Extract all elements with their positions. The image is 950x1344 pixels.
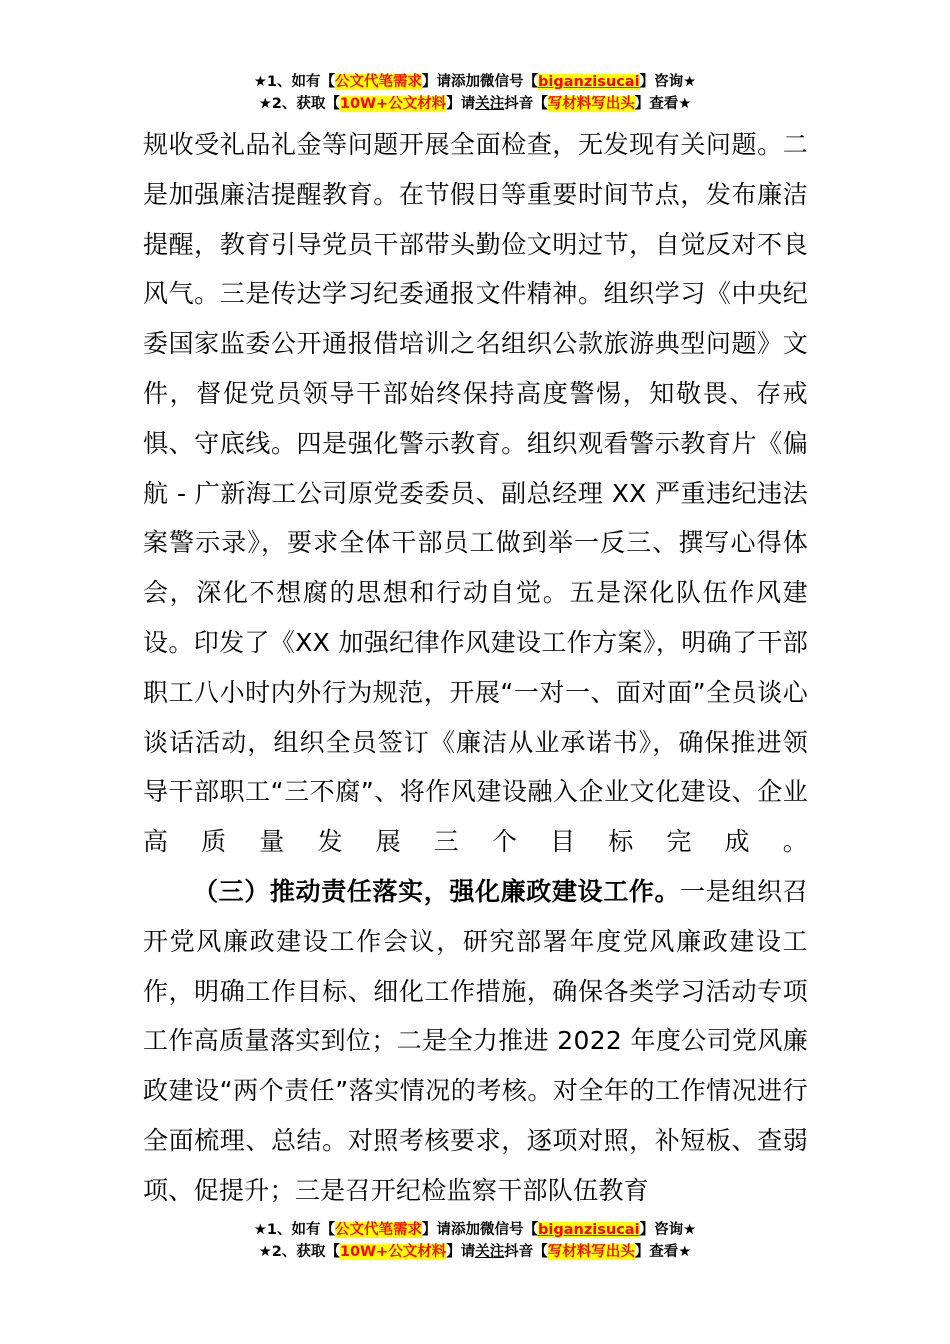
banner-line-1 <box>0 71 950 93</box>
banner-text: 抖音【 <box>504 1244 548 1260</box>
paragraph-continued: 规收受礼品礼金等问题开展全面检查，无发现有关问题。二是加强廉洁提醒教育。在节假日等重要时间节点，发布廉洁提醒，教育引导党员干部带头勤俭文明过节，自觉反对不良风气。三是传达学习纪委通报文件精神。组织学习《中央纪委国家监委公开通报借培训之名组织公款旅游典型问题》文件，督促党员领导干部始终保持高度警惕，知敬畏、存戒惧、守底线。四是强化警示教育。组织观看警示教育片《偏航 - 广新海工公司原党委委员、副总经理 XX 严重违纪违法案警示录》，要求全体干部员工做到举一反三、撰写心得体会，深化不想腐的思想和行动自觉。五是深化队伍作风建设。印发了《XX 加强纪律作风建设工作方案》，明确了干部职工八小时内外行为规范，开展“一对一、面对面”全员谈心谈话活动，组织全员签订《廉洁从业承诺书》，确保推进领导干部职工“三不腐”、将作风建设融入企业文化建设、企业高质量发展三个目标完成。 <box>143 130 808 857</box>
banner-text: ★1、如有【 <box>253 74 336 90</box>
banner-text: 】咨询★ <box>639 1222 697 1238</box>
wechat-id-link[interactable]: biganzisucai <box>538 74 640 90</box>
banner-line-2 <box>0 93 950 115</box>
highlight-service: 公文代笔需求 <box>335 1222 423 1238</box>
banner-text: 】查看★ <box>634 96 692 112</box>
wechat-id-link[interactable]: biganzisucai <box>538 1222 640 1238</box>
banner-text: ★2、获取【 <box>258 1244 340 1260</box>
top-banner <box>0 71 950 115</box>
banner-line-2 <box>0 1241 950 1263</box>
section-body: 一是组织召开党风廉政建设工作会议，研究部署年度党风廉政建设工作，明确工作目标、细化工作措施，确保各类学习活动专项工作高质量落实到位；二是全力推进 2022 年度公司党风廉政建设“两个责任”落实情况的考核。对全年的工作情况进行全面梳理、总结。对照考核要求，逐项对照，补短板、查弱项、促提升；三是召开纪检监察干部队伍教育 <box>143 876 808 1205</box>
section-heading: （三）推动责任落实，强化廉政建设工作。 <box>193 876 681 906</box>
highlight-materials: 10W+公文材料 <box>339 1244 447 1260</box>
highlight-materials: 10W+公文材料 <box>339 96 447 112</box>
banner-text: ★2、获取【 <box>258 96 340 112</box>
banner-text: 】请添加微信号【 <box>422 74 539 90</box>
highlight-service: 公文代笔需求 <box>335 74 423 90</box>
banner-text: 】请添加微信号【 <box>422 1222 539 1238</box>
follow-link[interactable]: 关注 <box>475 1244 505 1260</box>
banner-text: 】咨询★ <box>639 74 697 90</box>
banner-text: 】请 <box>446 1244 476 1260</box>
follow-link[interactable]: 关注 <box>475 96 505 112</box>
banner-text: 】查看★ <box>634 1244 692 1260</box>
paragraph-section-3 <box>143 867 808 1216</box>
douyin-account-highlight: 写材料写出头 <box>547 1244 635 1260</box>
banner-text: 抖音【 <box>504 96 548 112</box>
banner-text: ★1、如有【 <box>253 1222 336 1238</box>
banner-text: 】请 <box>446 96 476 112</box>
douyin-account-highlight: 写材料写出头 <box>547 96 635 112</box>
bottom-banner <box>0 1219 950 1263</box>
document-body <box>143 120 808 1216</box>
banner-line-1 <box>0 1219 950 1241</box>
